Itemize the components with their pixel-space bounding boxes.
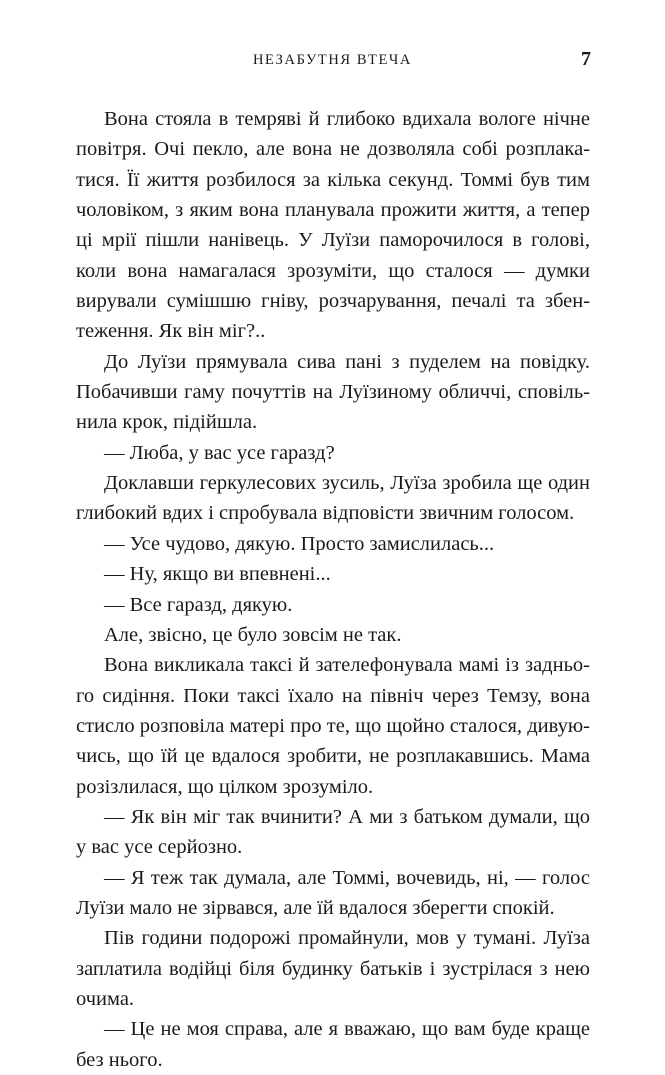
text-line: — Ну, якщо ви впевнені... <box>104 563 331 586</box>
text-line: тися. Її життя розбилося за кілька секунд. Томмі був тим <box>76 168 590 191</box>
text-line: теження. Як він міг?.. <box>76 320 266 343</box>
text-line: До Луїзи прямувала сива пані з пуделем на повідку. <box>104 350 590 373</box>
text-line: — Усе чудово, дякую. Просто замислилась... <box>104 532 495 555</box>
text-line: повітря. Очі пекло, але вона не дозволяла собі розплака- <box>76 138 590 161</box>
text-line: Пів години подорожі промайнули, мов у тумані. Луїза <box>104 927 590 950</box>
text-line: вирували сумішшю гніву, розчарування, печалі та збен- <box>76 290 590 313</box>
text-line: — Люба, у вас усе гаразд? <box>104 441 335 464</box>
text-line: ці мрії пішли нанівець. У Луїзи паморочилося в голові, <box>76 229 590 252</box>
text-line: — Як він міг так вчинити? А ми з батьком думали, що <box>104 805 590 828</box>
text-line: Але, звісно, це було зовсім не так. <box>104 623 402 646</box>
text-line: без нього. <box>76 1048 163 1071</box>
page-number: 7 <box>581 48 591 70</box>
text-line: го сидіння. Поки таксі їхало на північ через Темзу, вона <box>76 684 590 707</box>
text-line: Луїзи мало не зірвався, але їй вдалося зберегти спокій. <box>76 896 555 919</box>
body-text <box>76 104 590 1075</box>
running-title: НЕЗАБУТНЯ ВТЕЧА <box>252 52 413 68</box>
text-line: Вона викликала таксі й зателефонувала мамі із задньо- <box>104 654 590 677</box>
text-line: стисло розповіла матері про те, що щойно сталося, дивую- <box>76 714 590 737</box>
text-line: Доклавши геркулесових зусиль, Луїза зробила ще один <box>104 472 590 495</box>
text-line: коли вона намагалася зрозуміти, що сталося — думки <box>76 259 590 282</box>
text-line: нила крок, підійшла. <box>76 411 258 434</box>
text-line: чоловіком, з яким вона планувала прожити життя, а тепер <box>76 199 590 222</box>
text-line: — Я теж так думала, але Томмі, вочевидь, ні, — голос <box>104 866 590 889</box>
running-head <box>0 50 665 74</box>
text-line: очима. <box>76 987 135 1010</box>
text-line: заплатила водійці біля будинку батьків і зустрілася з нею <box>76 957 590 980</box>
text-line: Вона стояла в темряві й глибоко вдихала вологе нічне <box>104 108 590 130</box>
text-line: — Це не моя справа, але я вважаю, що вам буде краще <box>104 1018 590 1041</box>
text-line: глибокий вдих і спробувала відповісти звичним голосом. <box>76 502 575 525</box>
text-line: — Все гаразд, дякую. <box>104 593 293 616</box>
text-line: у вас усе серйозно. <box>76 836 243 859</box>
text-line: чись, що їй це вдалося зробити, не розплакавшись. Мама <box>76 745 590 768</box>
text-line: Побачивши гаму почуттів на Луїзиному обличчі, сповіль- <box>76 381 590 404</box>
text-line: розізлилася, що цілком зрозуміло. <box>76 775 374 798</box>
